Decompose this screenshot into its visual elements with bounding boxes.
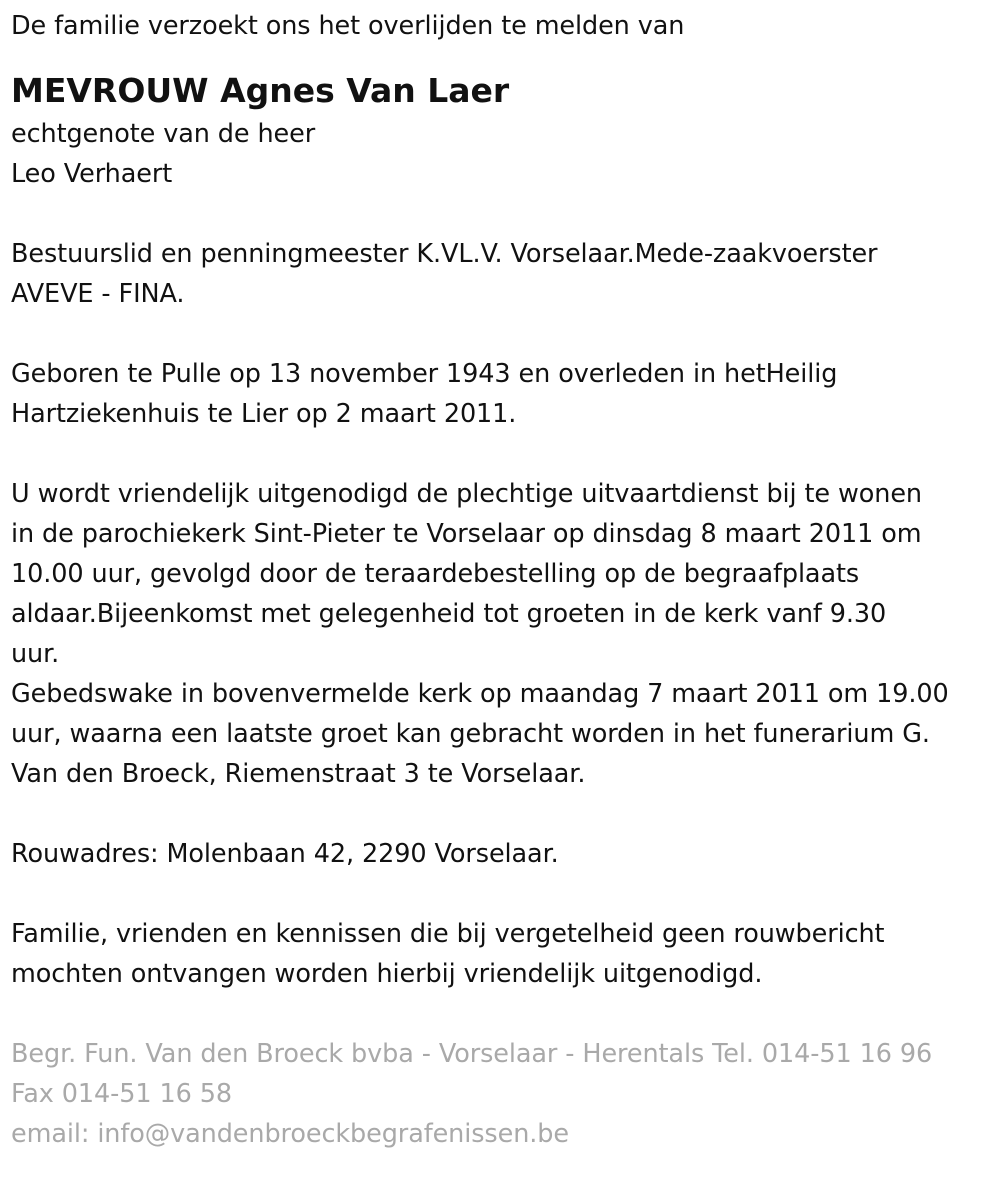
function-paragraph [11,234,990,314]
paragraph-line: uur, waarna een laatste groet kan gebracht worden in het funerarium G. [11,719,930,749]
paragraph-line: Geboren te Pulle op 13 november 1943 en overleden in hetHeilig [11,359,838,389]
spacer [11,874,990,914]
paragraph-line: Bestuurslid en penningmeester K.VL.V. Vorselaar.Mede-zaakvoerster [11,239,878,269]
paragraph-line: in de parochiekerk Sint-Pieter te Vorselaar op dinsdag 8 maart 2011 om [11,519,922,549]
spouse-name: Leo Verhaert [11,159,173,189]
funeral-home-footer [11,1034,990,1154]
paragraph-line: Familie, vrienden en kennissen die bij vergetelheid geen rouwbericht [11,919,885,949]
paragraph-line: uur. [11,639,60,669]
paragraph-line: aldaar.Bijeenkomst met gelegenheid tot groeten in de kerk vanf 9.30 [11,599,887,629]
paragraph-line: mochten ontvangen worden hierbij vriendelijk uitgenodigd. [11,959,763,989]
spacer [11,994,990,1034]
invitation-paragraph [11,914,990,994]
deceased-name: MEVROUW Agnes Van Laer [11,71,510,110]
spouse-line: echtgenote van de heer [11,119,316,149]
ceremony-paragraph [11,474,990,794]
paragraph-line: AVEVE - FINA. [11,279,185,309]
intro-text: De familie verzoekt ons het overlijden te melden van [11,11,685,41]
birth-death-paragraph [11,354,990,434]
spacer [11,194,990,234]
email-address: email: info@vandenbroeckbegrafenissen.be [11,1119,569,1149]
funeral-home-info: Begr. Fun. Van den Broeck bvba - Vorselaar - Herentals Tel. 014-51 16 96 [11,1039,933,1069]
paragraph-line: U wordt vriendelijk uitgenodigd de plechtige uitvaartdienst bij te wonen [11,479,922,509]
mourning-address: Rouwadres: Molenbaan 42, 2290 Vorselaar. [11,839,559,869]
paragraph-line: Van den Broeck, Riemenstraat 3 te Vorselaar. [11,759,586,789]
spacer [11,434,990,474]
spacer [11,794,990,834]
spacer [11,314,990,354]
fax-number: Fax 014-51 16 58 [11,1079,232,1109]
paragraph-line: Hartziekenhuis te Lier op 2 maart 2011. [11,399,517,429]
paragraph-line: 10.00 uur, gevolgd door de teraardebestelling op de begraafplaats [11,559,860,589]
paragraph-line: Gebedswake in bovenvermelde kerk op maandag 7 maart 2011 om 19.00 [11,679,949,709]
